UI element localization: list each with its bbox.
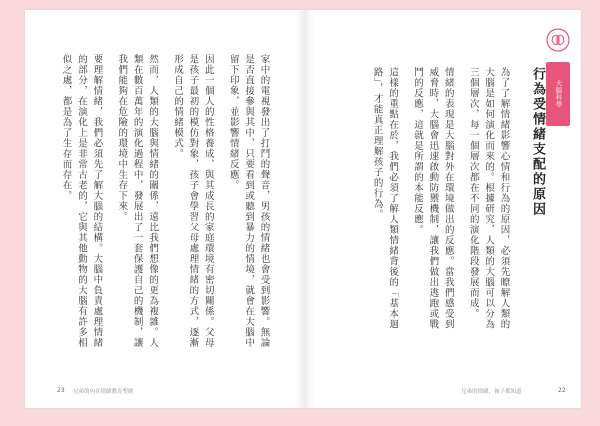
book-spread [25, 10, 581, 408]
running-head-right: 兄弟的情緒，孩子都知道 [461, 389, 522, 395]
section-tag-label: 大腦科學 [554, 80, 563, 108]
right-paragraph: 這樣的重點在於，我們必須了解人類情緒背後的「基本迴路」，才能真正理解孩子的行為。 [371, 67, 399, 330]
running-head-left: 兄弟的內在情緒教育聖經 [73, 389, 134, 395]
left-paragraph: 然而，人類的大腦與情緒的關係，遠比我們想像的更為複雜。人類在數百萬年的演化過程中，發展出了一套保護自己的機制，讓我們能夠在危險的環境中生存下來。 [116, 54, 159, 348]
left-page-body [60, 54, 281, 354]
left-paragraph: 要理解情緒，我們必須先了解大腦的結構。大腦中負責處理情緒的部分，在演化上是非常古老的，它與其他動物的大腦有許多相似之處，都是為了生存而存在。 [60, 54, 103, 348]
right-paragraph: 為了了解情緒影響心情和行為的原因，必須先瞭解人類的大腦是如何演化而來的。根據研究，人類的大腦可以分為三個層次，每一個層次都在不同的演化階段發展而成。 [467, 67, 510, 330]
right-paragraph: 情緒的表現是大腦對外在環境做出的反應。當我們感受到威脅時，大腦會迅速啟動防禦機制，讓我們做出逃跑或戰鬥的反應，這就是所謂的本能反應。 [411, 67, 454, 330]
section-title: 行為受情緒支配的原因 [530, 67, 545, 217]
book-gutter [296, 10, 314, 408]
brain-icon [546, 28, 570, 52]
left-paragraph: 家中的電視發出了打鬥的聲音，男孩的情緒也會受到影響。無論是否直接參與其中，只要看到或聽到暴力的情境，就會在大腦中留下印象，並影響情緒反應。 [227, 54, 270, 348]
page-number-left: 23 [57, 387, 65, 394]
page-number-right: 22 [558, 387, 566, 394]
section-tag [546, 62, 570, 126]
left-paragraph: 因此一個人的性格養成，與其成長的家庭環境有密切關係。父母是孩子最初的模仿對象，孩子會學習父母處理情緒的方式，逐漸形成自己的情緒模式。 [171, 54, 214, 348]
right-page-body [369, 67, 521, 331]
